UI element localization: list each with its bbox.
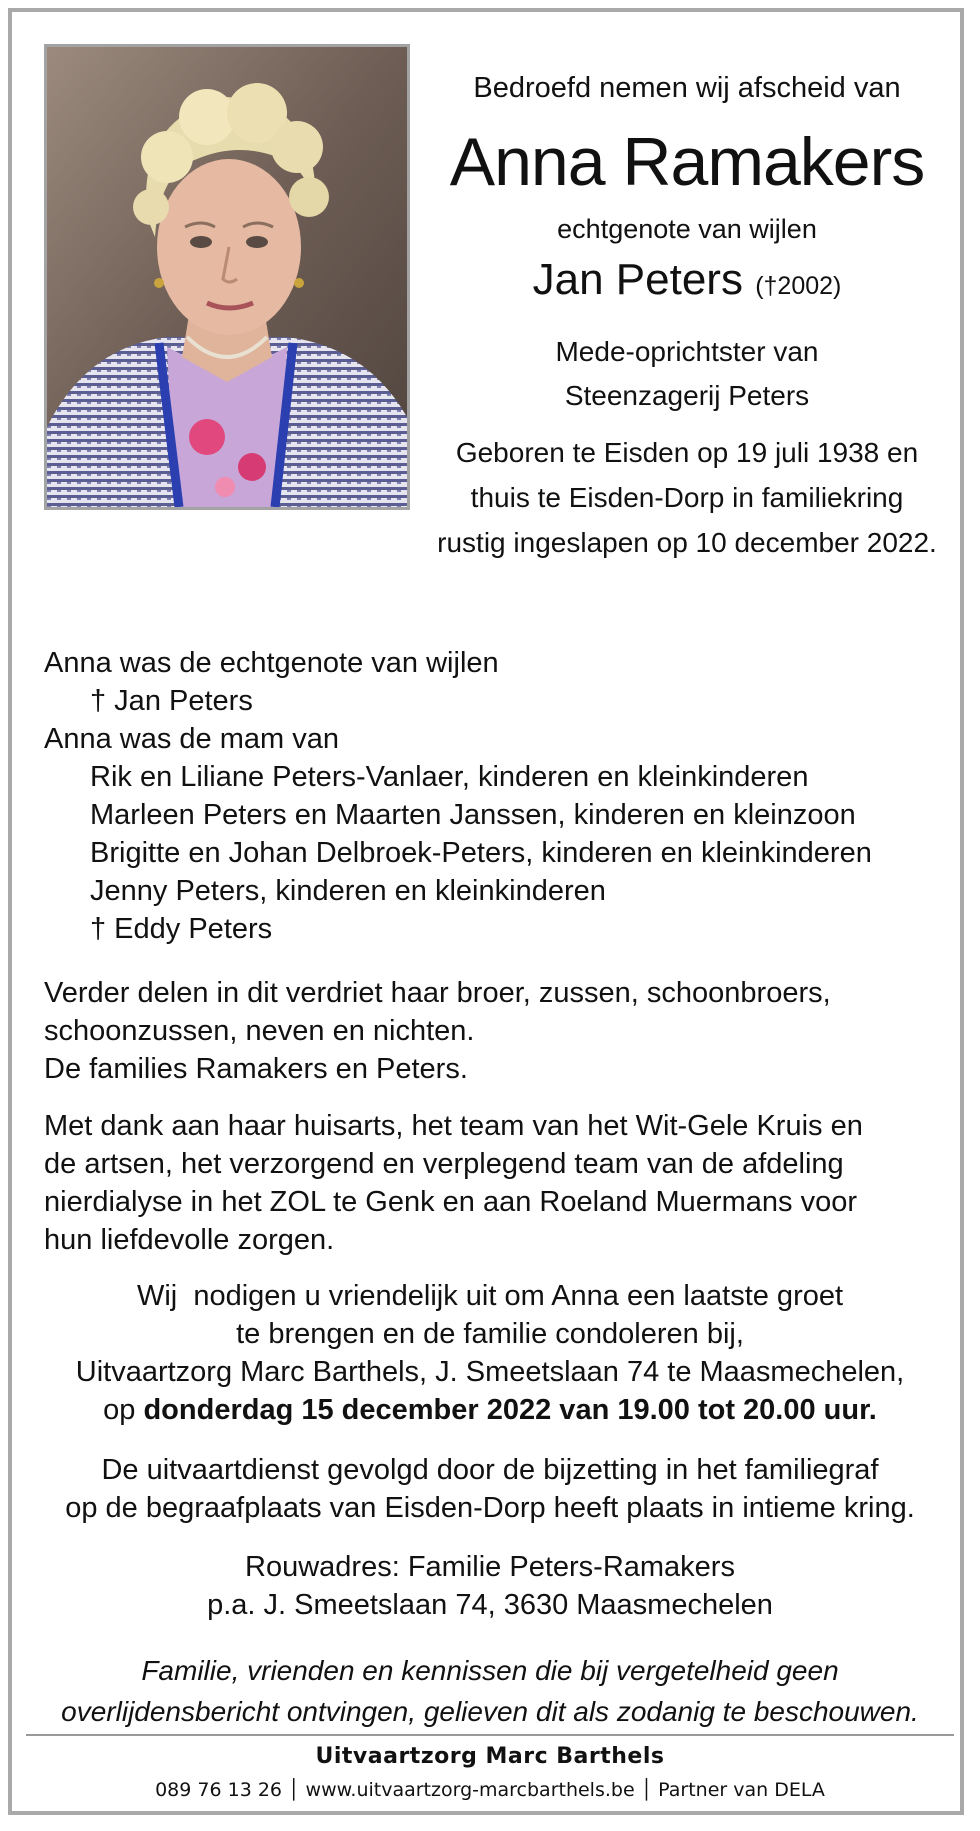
thanks-line: nierdialyse in het ZOL te Genk en aan Roeland Muermans voor bbox=[44, 1186, 857, 1218]
visitation-line: Uitvaartzorg Marc Barthels, J. Smeetslaan 74 te Maasmechelen, bbox=[75, 1356, 905, 1388]
service-line: op de begraafplaats van Eisden-Dorp heeft plaats in intieme kring. bbox=[65, 1492, 915, 1524]
extended-line: Verder delen in dit verdriet haar broer, zussen, schoonbroers, bbox=[44, 977, 831, 1009]
visitation-line: te brengen en de familie condoleren bij, bbox=[236, 1318, 744, 1350]
announcement-header bbox=[418, 66, 956, 565]
role-line-2: Steenzagerij Peters bbox=[564, 380, 810, 411]
child-entry: Marleen Peters en Maarten Janssen, kinderen en kleinzoon bbox=[90, 799, 856, 831]
address-line: p.a. J. Smeetslaan 74, 3630 Maasmechelen bbox=[207, 1589, 773, 1621]
thanks-paragraph bbox=[44, 1107, 944, 1259]
thanks-line: hun liefdevolle zorgen. bbox=[44, 1224, 335, 1256]
portrait-photo bbox=[44, 44, 410, 510]
funeral-home-contact: 089 76 13 26 │ www.uitvaartzorg-marcbarthels.be │ Partner van DELA bbox=[155, 1779, 825, 1801]
birth-line-1: Geboren te Eisden op 19 juli 1938 en bbox=[455, 437, 919, 468]
funeral-home-footer bbox=[12, 1740, 968, 1806]
spouse-line bbox=[418, 248, 956, 318]
spouse-entry: † Jan Peters bbox=[90, 685, 253, 717]
role-lines bbox=[418, 330, 956, 418]
birth-line-2: thuis te Eisden-Dorp in familiekring bbox=[470, 482, 904, 513]
child-entry: Rik en Liliane Peters-Vanlaer, kinderen en kleinkinderen bbox=[90, 761, 809, 793]
spouse-prefix: echtgenote van wijlen bbox=[557, 214, 817, 244]
portrait-illustration bbox=[47, 47, 407, 507]
birth-lines bbox=[418, 430, 956, 565]
visitation-line: Wij nodigen u vriendelijk uit om Anna een laatste groet bbox=[136, 1280, 844, 1312]
thanks-line: de artsen, het verzorgend en verplegend team van de afdeling bbox=[44, 1148, 844, 1180]
thanks-line: Met dank aan haar huisarts, het team van het Wit-Gele Kruis en bbox=[44, 1110, 863, 1142]
visitation-date-prefix: op bbox=[103, 1394, 144, 1426]
birth-line-3: rustig ingeslapen op 10 december 2022. bbox=[437, 527, 937, 558]
visitation-date: donderdag 15 december 2022 van 19.00 tot 20.00 uur. bbox=[143, 1394, 877, 1426]
children-intro: Anna was de mam van bbox=[44, 723, 339, 755]
deceased-name: Anna Ramakers bbox=[449, 124, 925, 200]
extended-line: De families Ramakers en Peters. bbox=[44, 1053, 468, 1085]
spouse-name: Jan Peters bbox=[532, 255, 743, 304]
intro-line: Bedroefd nemen wij afscheid van bbox=[473, 72, 901, 104]
spouse-death: (†2002) bbox=[755, 272, 842, 300]
spouse-intro: Anna was de echtgenote van wijlen bbox=[44, 647, 499, 679]
funeral-home-name: Uitvaartzorg Marc Barthels bbox=[315, 1744, 665, 1769]
mourning-address bbox=[40, 1548, 940, 1624]
service-paragraph bbox=[40, 1451, 940, 1527]
visitation-date-line bbox=[40, 1391, 940, 1429]
note-line: Familie, vrienden en kennissen die bij vergetelheid geen bbox=[141, 1655, 839, 1686]
visitation-paragraph bbox=[40, 1277, 940, 1429]
note-line: overlijdensbericht ontvingen, gelieven dit als zodanig te beschouwen. bbox=[61, 1696, 919, 1727]
family-list bbox=[44, 644, 944, 948]
footer-divider bbox=[26, 1734, 954, 1736]
child-entry: † Eddy Peters bbox=[90, 913, 273, 945]
child-entry: Brigitte en Johan Delbroek-Peters, kinderen en kleinkinderen bbox=[90, 837, 872, 869]
service-line: De uitvaartdienst gevolgd door de bijzetting in het familiegraf bbox=[101, 1454, 879, 1486]
address-line: Rouwadres: Familie Peters-Ramakers bbox=[245, 1551, 735, 1583]
extended-line: schoonzussen, neven en nichten. bbox=[44, 1015, 475, 1047]
extended-family-paragraph bbox=[44, 974, 944, 1088]
child-entry: Jenny Peters, kinderen en kleinkinderen bbox=[90, 875, 606, 907]
notice-note bbox=[40, 1650, 940, 1732]
role-line-1: Mede-oprichtster van bbox=[555, 336, 819, 367]
